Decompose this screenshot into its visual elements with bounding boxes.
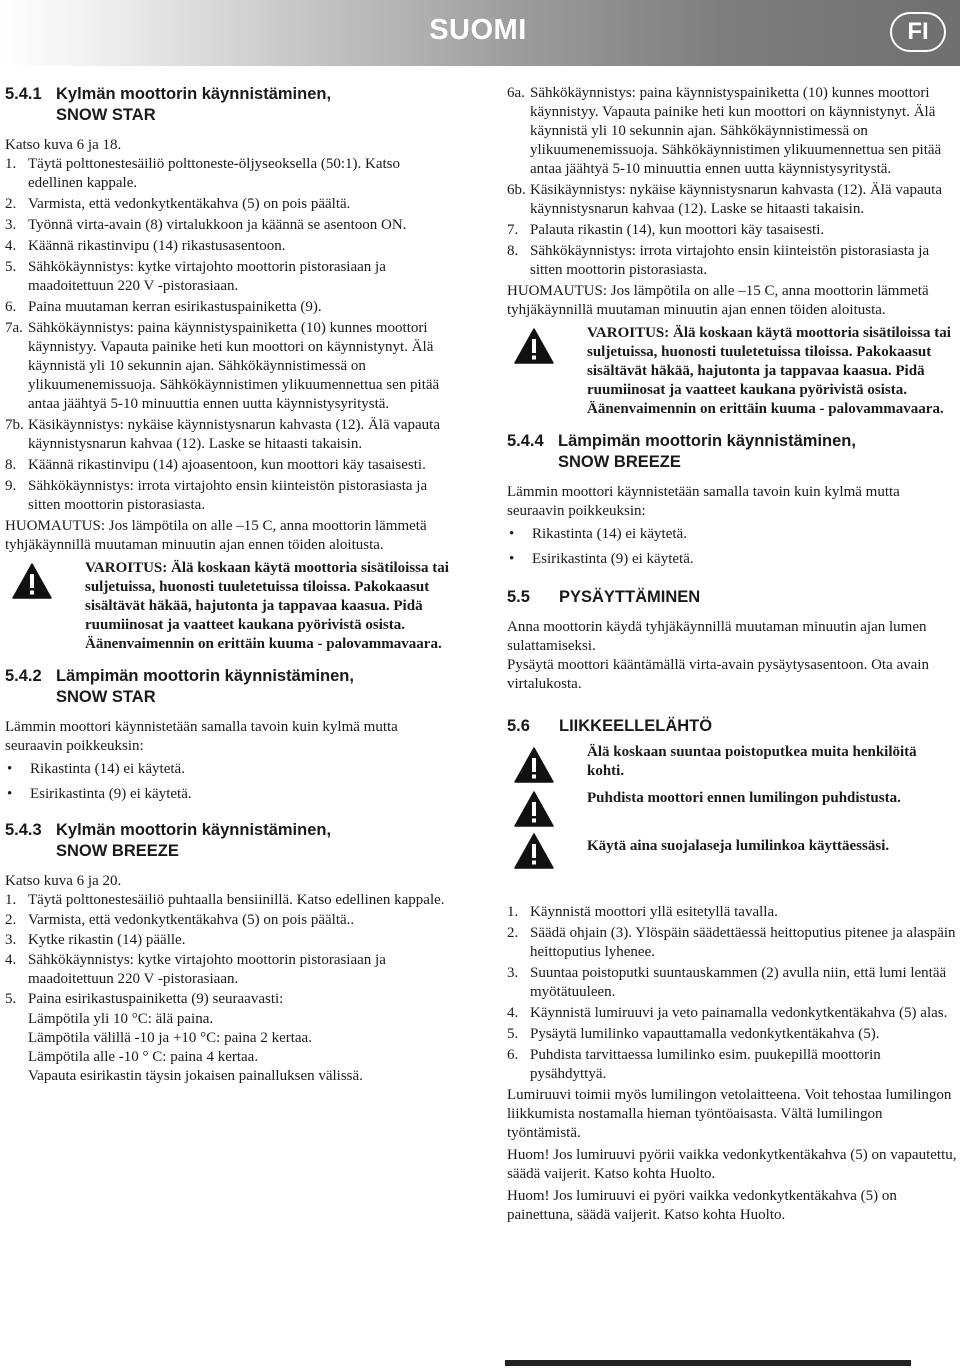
warning-block bbox=[507, 789, 957, 829]
section-heading-55: 5.5 PYSÄYTTÄMINEN bbox=[507, 588, 701, 606]
step-number: 5. bbox=[5, 991, 17, 1007]
step-number: 5. bbox=[5, 259, 17, 275]
step-text: Käynnistä moottori yllä esitetyllä tavalla. bbox=[530, 904, 778, 920]
page-header bbox=[0, 0, 960, 66]
numbered-step bbox=[507, 181, 957, 219]
step-text: Sähkökäynnistys: irrota virtajohto ensin kiinteistön pistorasiasta ja sitten moottorin pistorasiasta. bbox=[530, 243, 930, 278]
step-text: Paina muutaman kerran esirikastuspainiketta (9). bbox=[28, 299, 322, 315]
step-number: 7. bbox=[507, 222, 519, 238]
numbered-step bbox=[5, 298, 455, 317]
bullet-icon: • bbox=[7, 761, 13, 777]
paragraph: Anna moottorin käydä tyhjäkäynnillä muutaman minuutin ajan lumen sulattamiseksi. bbox=[507, 619, 927, 654]
section-heading-56: 5.6 LIIKKEELLELÄHTÖ bbox=[507, 717, 713, 735]
note-text: HUOMAUTUS: Jos lämpötila on alle –15 C, anna moottorin lämmetä tyhjäkäynnillä muutaman minuutin ajan ennen töiden aloitusta. bbox=[507, 283, 929, 318]
step-text: Varmista, että vedonkytkentäkahva (5) on pois päältä. bbox=[28, 196, 351, 212]
numbered-step bbox=[5, 216, 455, 235]
section-heading-542: 5.4.2 Lämpimän moottorin käynnistäminen, SNOW STAR bbox=[5, 667, 354, 706]
step-list-543-continued bbox=[507, 84, 957, 280]
step-number: 7b. bbox=[5, 417, 24, 433]
warning-triangle-icon bbox=[514, 747, 554, 783]
numbered-step bbox=[507, 84, 957, 179]
step-text: Käännä rikastinvipu (14) rikastusasentoon. bbox=[28, 238, 286, 254]
paragraph: Huom! Jos lumiruuvi pyörii vaikka vedonkytkentäkahva (5) on vapautettu, säädä vaijerit. Katso kohta Huolto. bbox=[507, 1147, 957, 1182]
step-number: 4. bbox=[5, 238, 17, 254]
temperature-line: Lämpötila välillä -10 ja +10 °C: paina 2 kertaa. bbox=[28, 1030, 312, 1046]
step-text: Suuntaa poistoputki suuntauskammen (2) avulla niin, että lumi lentää myötätuuleen. bbox=[530, 965, 947, 1000]
step-number: 6b. bbox=[507, 182, 526, 198]
numbered-step bbox=[5, 237, 455, 256]
numbered-step bbox=[507, 221, 957, 240]
figure-reference: Katso kuva 6 ja 20. bbox=[5, 873, 122, 889]
bullet-item: • Rikastinta (14) ei käytetä. bbox=[509, 526, 687, 542]
step-number: 6. bbox=[507, 1047, 519, 1063]
section-heading-544: 5.4.4 Lämpimän moottorin käynnistäminen, SNOW BREEZE bbox=[507, 432, 856, 471]
step-text: Paina esirikastuspainiketta (9) seuraavasti: bbox=[28, 991, 284, 1007]
warning-block bbox=[507, 743, 957, 783]
numbered-step bbox=[5, 416, 455, 454]
step-number: 2. bbox=[5, 196, 17, 212]
step-number: 3. bbox=[507, 965, 519, 981]
step-text: Sähkökäynnistys: kytke virtajohto moottorin pistorasiaan ja maadoitettuun 220 V -pistorasiaan. bbox=[28, 259, 386, 294]
bullet-item: • Rikastinta (14) ei käytetä. bbox=[7, 761, 185, 777]
step-text: Sähkökäynnistys: paina käynnistyspainiketta (10) kunnes moottori käynnistyy. Vapauta painike heti kun moottori on käynnistynyt. Älä käynnistä yli 10 sekunnin ajan. Sähkökäynnistimessä on ylikuumenemissuoja. Sähkökäynnistimen ylikuumennettua sen pitää antaa jäähtyä 5-10 minuuttia ennen uutta käynnistysyritystä. bbox=[28, 320, 440, 412]
numbered-step bbox=[5, 155, 455, 193]
figure-reference: Katso kuva 6 ja 18. bbox=[5, 137, 122, 153]
step-number: 1. bbox=[507, 904, 519, 920]
temperature-line: Vapauta esirikastin täysin jokaisen painalluksen välissä. bbox=[28, 1068, 363, 1084]
warning-text: Älä koskaan suuntaa poistoputkea muita henkilöitä kohti. bbox=[587, 744, 917, 779]
numbered-step bbox=[507, 1025, 957, 1044]
bullet-item: • Esirikastinta (9) ei käytetä. bbox=[7, 786, 192, 802]
warning-block bbox=[507, 324, 957, 419]
paragraph: Huom! Jos lumiruuvi ei pyöri vaikka vedonkytkentäkahva (5) on painettuna, säädä vaijerit. Katso kohta Huolto. bbox=[507, 1188, 897, 1223]
numbered-step bbox=[5, 477, 455, 515]
temperature-line: Lämpötila yli 10 °C: älä paina. bbox=[28, 1011, 214, 1027]
step-number: 2. bbox=[5, 912, 17, 928]
step-number: 1. bbox=[5, 156, 17, 172]
bullet-item: • Esirikastinta (9) ei käytetä. bbox=[509, 551, 694, 567]
numbered-step bbox=[507, 924, 957, 962]
numbered-step bbox=[507, 903, 957, 922]
step-number: 6a. bbox=[507, 85, 525, 101]
numbered-step bbox=[5, 456, 455, 475]
paragraph: Lumiruuvi toimii myös lumilingon vetolaitteena. Voit tehostaa lumilingon liikkumista nostamalla hieman työntöaisasta. Vältä lumilingon työntämistä. bbox=[507, 1087, 952, 1141]
step-text: Käynnistä lumiruuvi ja veto painamalla vedonkytkentäkahva (5) alas. bbox=[530, 1005, 948, 1021]
step-number: 5. bbox=[507, 1026, 519, 1042]
warning-block bbox=[5, 559, 455, 654]
section-heading-543: 5.4.3 Kylmän moottorin käynnistäminen, SNOW BREEZE bbox=[5, 821, 332, 860]
numbered-step bbox=[5, 195, 455, 214]
step-text: Käännä rikastinvipu (14) ajoasentoon, kun moottori käy tasaisesti. bbox=[28, 457, 426, 473]
step-number: 4. bbox=[507, 1005, 519, 1021]
step-text: Käsikäynnistys: nykäise käynnistysnarun kahvasta (12). Älä vapauta käynnistysnarun kahvaa (12). Laske se hitaasti takaisin. bbox=[530, 182, 942, 217]
section-heading-541: 5.4.1 Kylmän moottorin käynnistäminen, SNOW STAR bbox=[5, 85, 332, 124]
language-badge: FI bbox=[890, 12, 946, 52]
header-title: SUOMI bbox=[429, 14, 527, 46]
step-text: Sähkökäynnistys: paina käynnistyspainiketta (10) kunnes moottori käynnistyy. Vapauta painike heti kun moottori on käynnistynyt. Älä käynnistä yli 10 sekunnin ajan. Sähkökäynnistimessä on ylikuumenemissuoja. Sähkökäynnistimen ylikuumennettua sen pitää antaa jäähtyä 5-10 minuuttia ennen uutta käynnistysyritystä. bbox=[530, 85, 942, 177]
step-text: Käsikäynnistys: nykäise käynnistysnarun kahvasta (12). Älä vapauta käynnistysnarun kahvaa (12). Laske se hitaasti takaisin. bbox=[28, 417, 440, 452]
step-number: 9. bbox=[5, 478, 17, 494]
paragraph: Lämmin moottori käynnistetään samalla tavoin kuin kylmä mutta seuraavin poikkeuksin: bbox=[5, 719, 398, 754]
step-number: 3. bbox=[5, 217, 17, 233]
numbered-step bbox=[5, 911, 455, 930]
numbered-step bbox=[5, 951, 455, 989]
step-text: Puhdista tarvittaessa lumilinko esim. puukepillä moottorin pysähdyttyä. bbox=[530, 1047, 881, 1082]
warning-text: Puhdista moottori ennen lumilingon puhdistusta. bbox=[587, 790, 901, 806]
warning-triangle-icon bbox=[514, 328, 554, 364]
bullet-icon: • bbox=[509, 551, 515, 567]
step-text: Sähkökäynnistys: irrota virtajohto ensin kiinteistön pistorasiasta ja sitten moottorin pistorasiasta. bbox=[28, 478, 428, 513]
bullet-icon: • bbox=[7, 786, 13, 802]
note-text: HUOMAUTUS: Jos lämpötila on alle –15 C, anna moottorin lämmetä tyhjäkäynnillä muutaman minuutin ajan ennen töiden aloitusta. bbox=[5, 518, 427, 553]
step-number: 3. bbox=[5, 932, 17, 948]
step-number: 1. bbox=[5, 892, 17, 908]
bullet-icon: • bbox=[509, 526, 515, 542]
numbered-step bbox=[5, 258, 455, 296]
numbered-step bbox=[5, 891, 455, 910]
step-text: Täytä polttonestesäiliö puhtaalla bensiinillä. Katso edellinen kappale. bbox=[28, 892, 445, 908]
numbered-step bbox=[5, 990, 455, 1009]
numbered-step bbox=[5, 319, 455, 414]
warning-text: VAROITUS: Älä koskaan käytä moottoria sisätiloissa tai suljetuissa, huonosti tuuletetuissa tiloissa. Pakokaasut sisältävät häkää, hajutonta ja tappavaa kaasua. Pidä ruumiinosat ja vaatteet kaukana pyörivistä osista. Äänenvaimennin on erittäin kuuma - palovammavaara. bbox=[587, 325, 951, 417]
step-number: 8. bbox=[507, 243, 519, 259]
paragraph: Lämmin moottori käynnistetään samalla tavoin kuin kylmä mutta seuraavin poikkeuksin: bbox=[507, 484, 900, 519]
step-list-541 bbox=[5, 155, 455, 515]
numbered-step bbox=[507, 242, 957, 280]
step-list-543 bbox=[5, 891, 455, 1009]
paragraph: Pysäytä moottori kääntämällä virta-avain pysäytysasentoon. Ota avain virtalukosta. bbox=[507, 657, 929, 692]
step-text: Kytke rikastin (14) päälle. bbox=[28, 932, 186, 948]
warning-triangle-icon bbox=[514, 833, 554, 869]
warning-block bbox=[507, 837, 957, 877]
left-column bbox=[5, 84, 455, 1086]
step-number: 6. bbox=[5, 299, 17, 315]
step-text: Varmista, että vedonkytkentäkahva (5) on pois päältä.. bbox=[28, 912, 355, 928]
warning-triangle-icon bbox=[514, 791, 554, 827]
step-number: 2. bbox=[507, 925, 519, 941]
step-text: Palauta rikastin (14), kun moottori käy tasaisesti. bbox=[530, 222, 825, 238]
right-column bbox=[507, 84, 957, 1225]
step-number: 8. bbox=[5, 457, 17, 473]
warning-text: Käytä aina suojalaseja lumilinkoa käyttäessäsi. bbox=[587, 838, 890, 854]
footer-rule bbox=[505, 1360, 911, 1366]
temperature-line: Lämpötila alle -10 ° C: paina 4 kertaa. bbox=[28, 1049, 259, 1065]
step-number: 7a. bbox=[5, 320, 23, 336]
numbered-step bbox=[507, 964, 957, 1002]
step-text: Työnnä virta-avain (8) virtalukkoon ja käännä se asentoon ON. bbox=[28, 217, 407, 233]
warning-triangle-icon bbox=[12, 563, 52, 599]
numbered-step bbox=[5, 931, 455, 950]
numbered-step bbox=[507, 1046, 957, 1084]
step-text: Säädä ohjain (3). Ylöspäin säädettäessä heittoputius pitenee ja alaspäin heittoputius lyhenee. bbox=[530, 925, 956, 960]
numbered-step bbox=[507, 1004, 957, 1023]
step-text: Pysäytä lumilinko vapauttamalla vedonkytkentäkahva (5). bbox=[530, 1026, 880, 1042]
step-number: 4. bbox=[5, 952, 17, 968]
warning-text: VAROITUS: Älä koskaan käytä moottoria sisätiloissa tai suljetuissa, huonosti tuuletetuissa tiloissa. Pakokaasut sisältävät häkää, hajutonta ja tappavaa kaasua. Pidä ruumiinosat ja vaatteet kaukana pyörivistä osista. Äänenvaimennin on erittäin kuuma - palovammavaara. bbox=[85, 560, 449, 652]
step-text: Täytä polttonestesäiliö polttoneste-öljyseoksella (50:1). Katso edellinen kappale. bbox=[28, 156, 401, 191]
step-list-56 bbox=[507, 903, 957, 1084]
step-text: Sähkökäynnistys: kytke virtajohto moottorin pistorasiaan ja maadoitettuun 220 V -pistorasiaan. bbox=[28, 952, 386, 987]
